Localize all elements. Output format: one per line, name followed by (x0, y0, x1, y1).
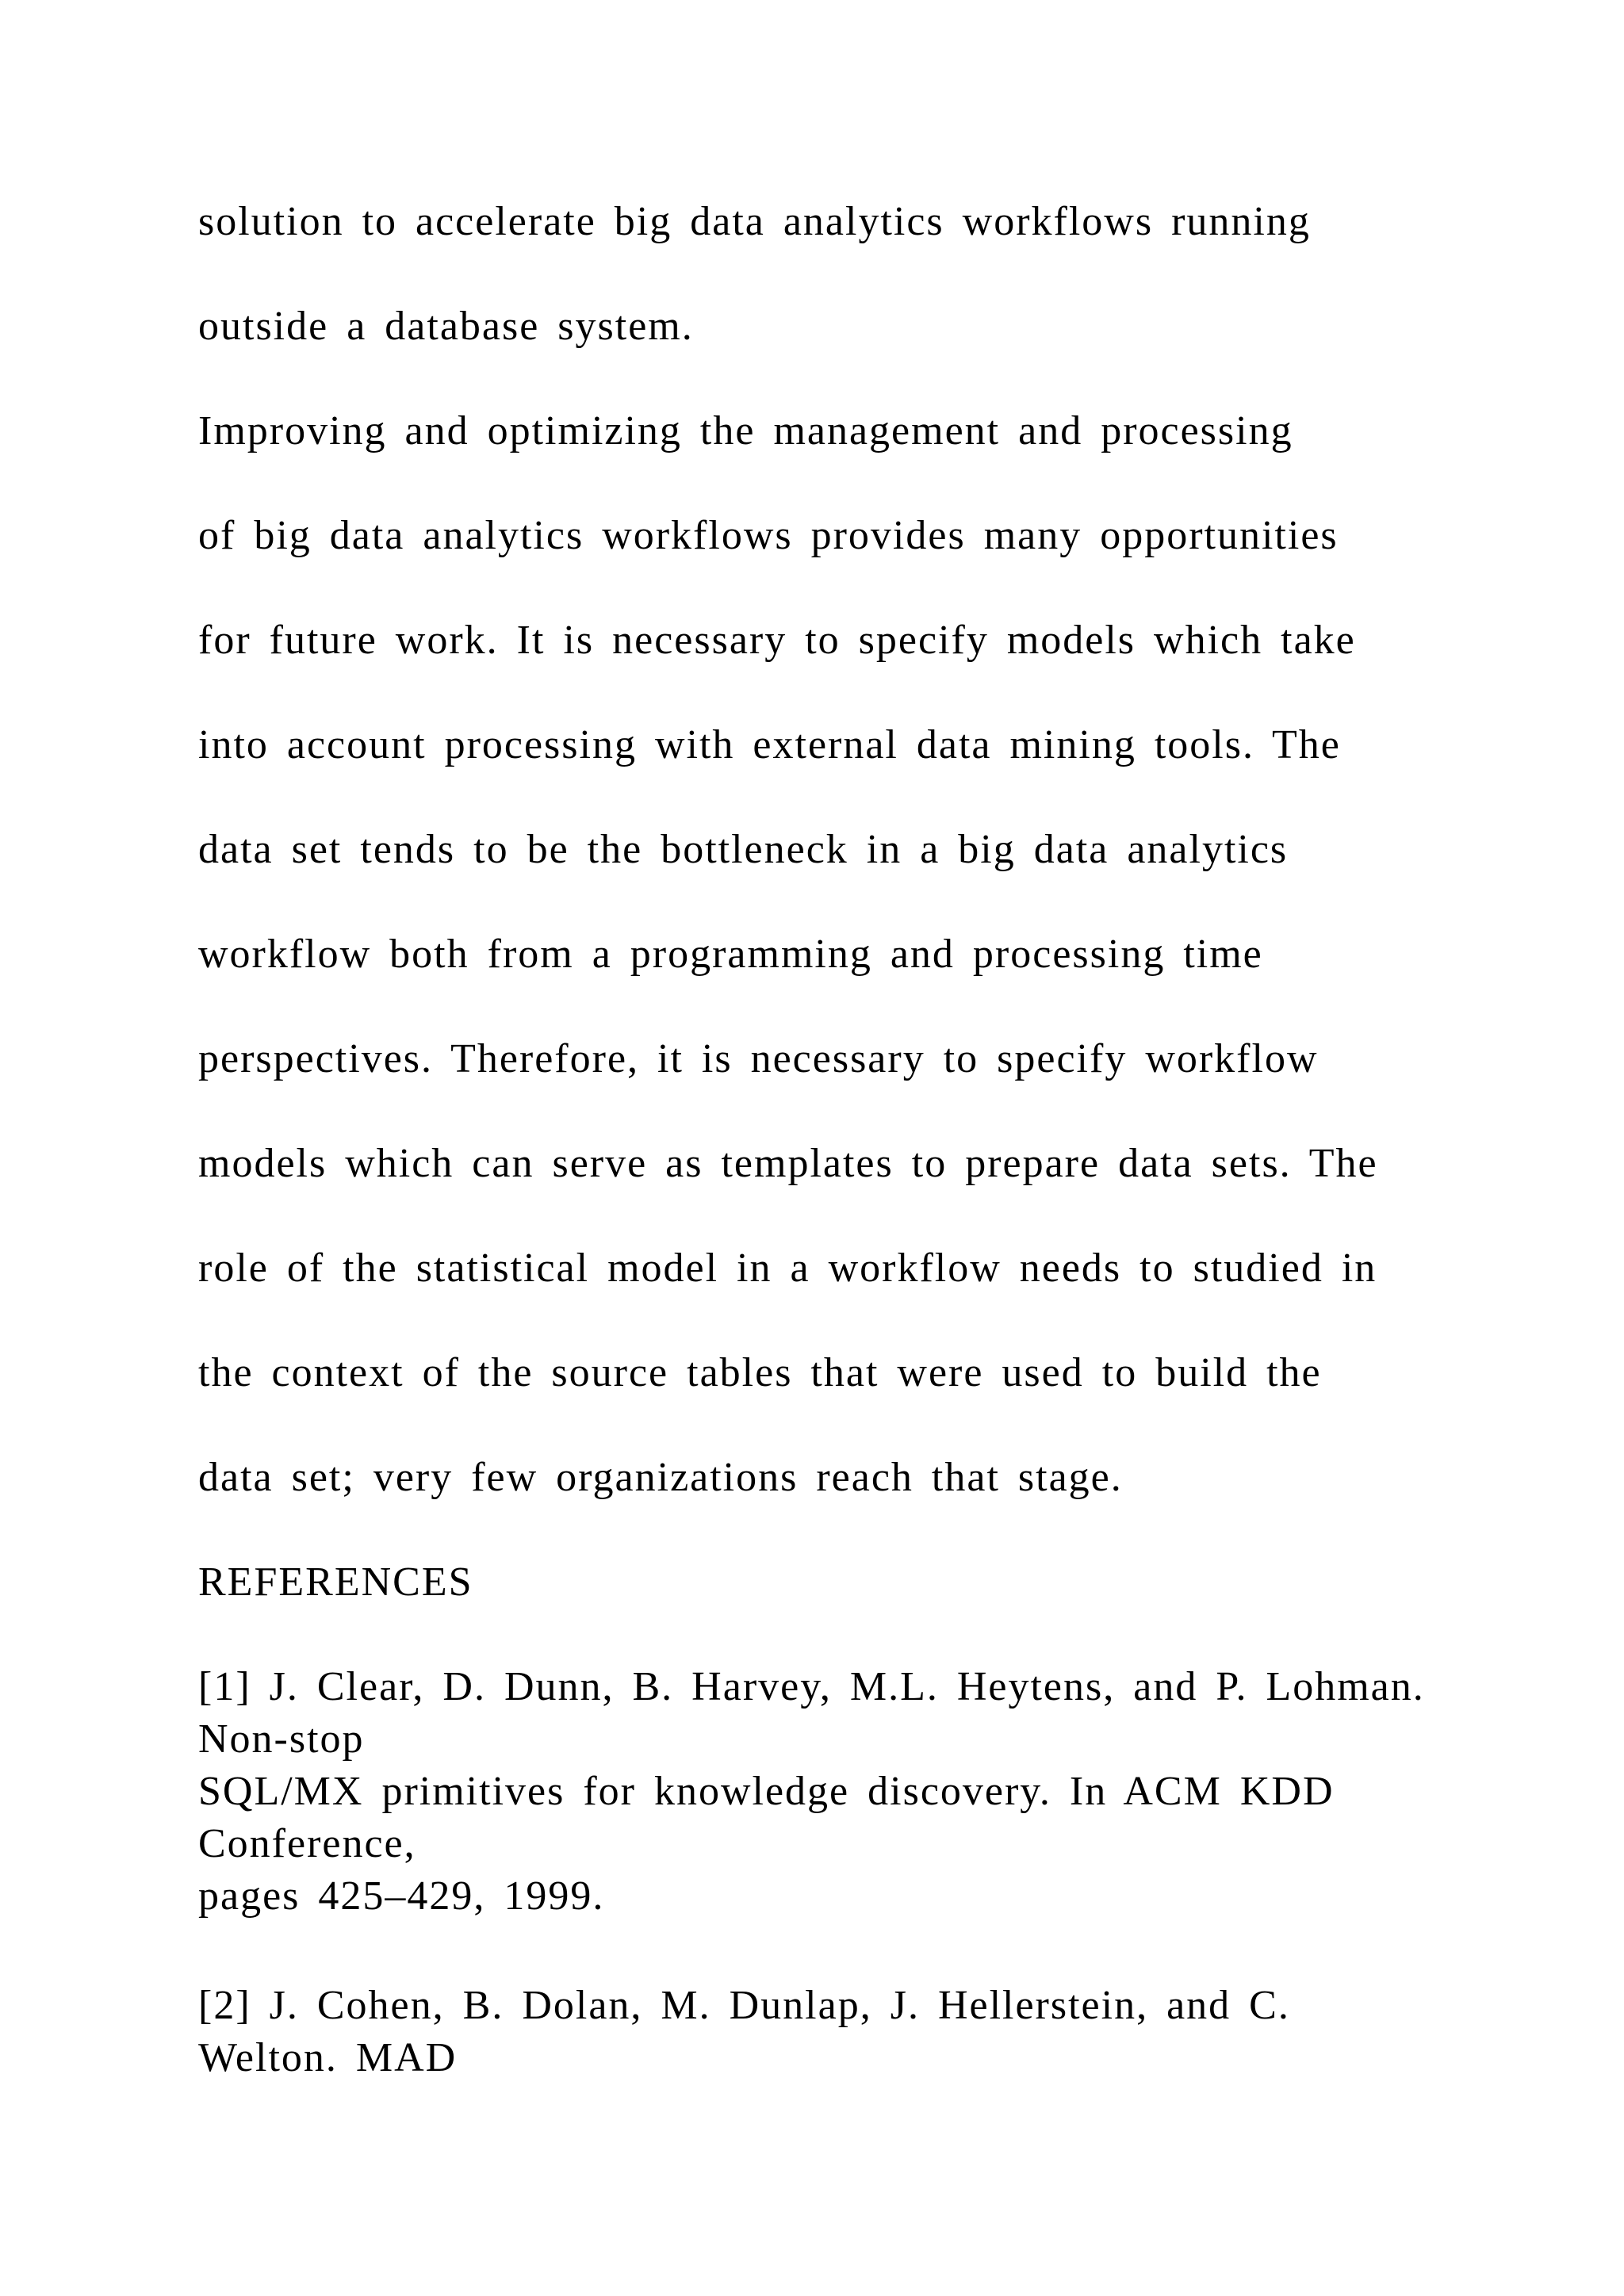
body-line-13: data set; very few organizations reach that stage. (198, 1455, 1123, 1500)
body-line-8: workflow both from a programming and processing time (198, 932, 1263, 977)
reference-2-line-2: Welton. MAD (198, 2035, 458, 2080)
reference-2-line-1: [2] J. Cohen, B. Dolan, M. Dunlap, J. Hellerstein, and C. (198, 1983, 1290, 2028)
body-line-4: of big data analytics workflows provides many opportunities (198, 513, 1339, 558)
reference-1-line-3: SQL/MX primitives for knowledge discovery. In ACM KDD (198, 1769, 1335, 1814)
references-heading: REFERENCES (198, 1559, 473, 1605)
body-line-1: solution to accelerate big data analytics workflows running (198, 199, 1311, 244)
reference-1-line-5: pages 425–429, 1999. (198, 1873, 605, 1919)
reference-1-line-4: Conference, (198, 1821, 416, 1866)
body-line-7: data set tends to be the bottleneck in a big data analytics (198, 827, 1289, 872)
body-line-5: for future work. It is necessary to specify models which take (198, 618, 1356, 663)
reference-1-line-2: Non-stop (198, 1716, 365, 1762)
body-line-3: Improving and optimizing the management and processing (198, 408, 1293, 453)
body-line-6: into account processing with external data mining tools. The (198, 722, 1341, 767)
body-line-10: models which can serve as templates to prepare data sets. The (198, 1141, 1378, 1186)
body-line-11: role of the statistical model in a workflow needs to studied in (198, 1246, 1377, 1291)
body-line-9: perspectives. Therefore, it is necessary to specify workflow (198, 1036, 1319, 1081)
body-line-12: the context of the source tables that were used to build the (198, 1350, 1322, 1395)
reference-1-line-1: [1] J. Clear, D. Dunn, B. Harvey, M.L. Heytens, and P. Lohman. (198, 1664, 1425, 1709)
body-line-2: outside a database system. (198, 304, 694, 349)
